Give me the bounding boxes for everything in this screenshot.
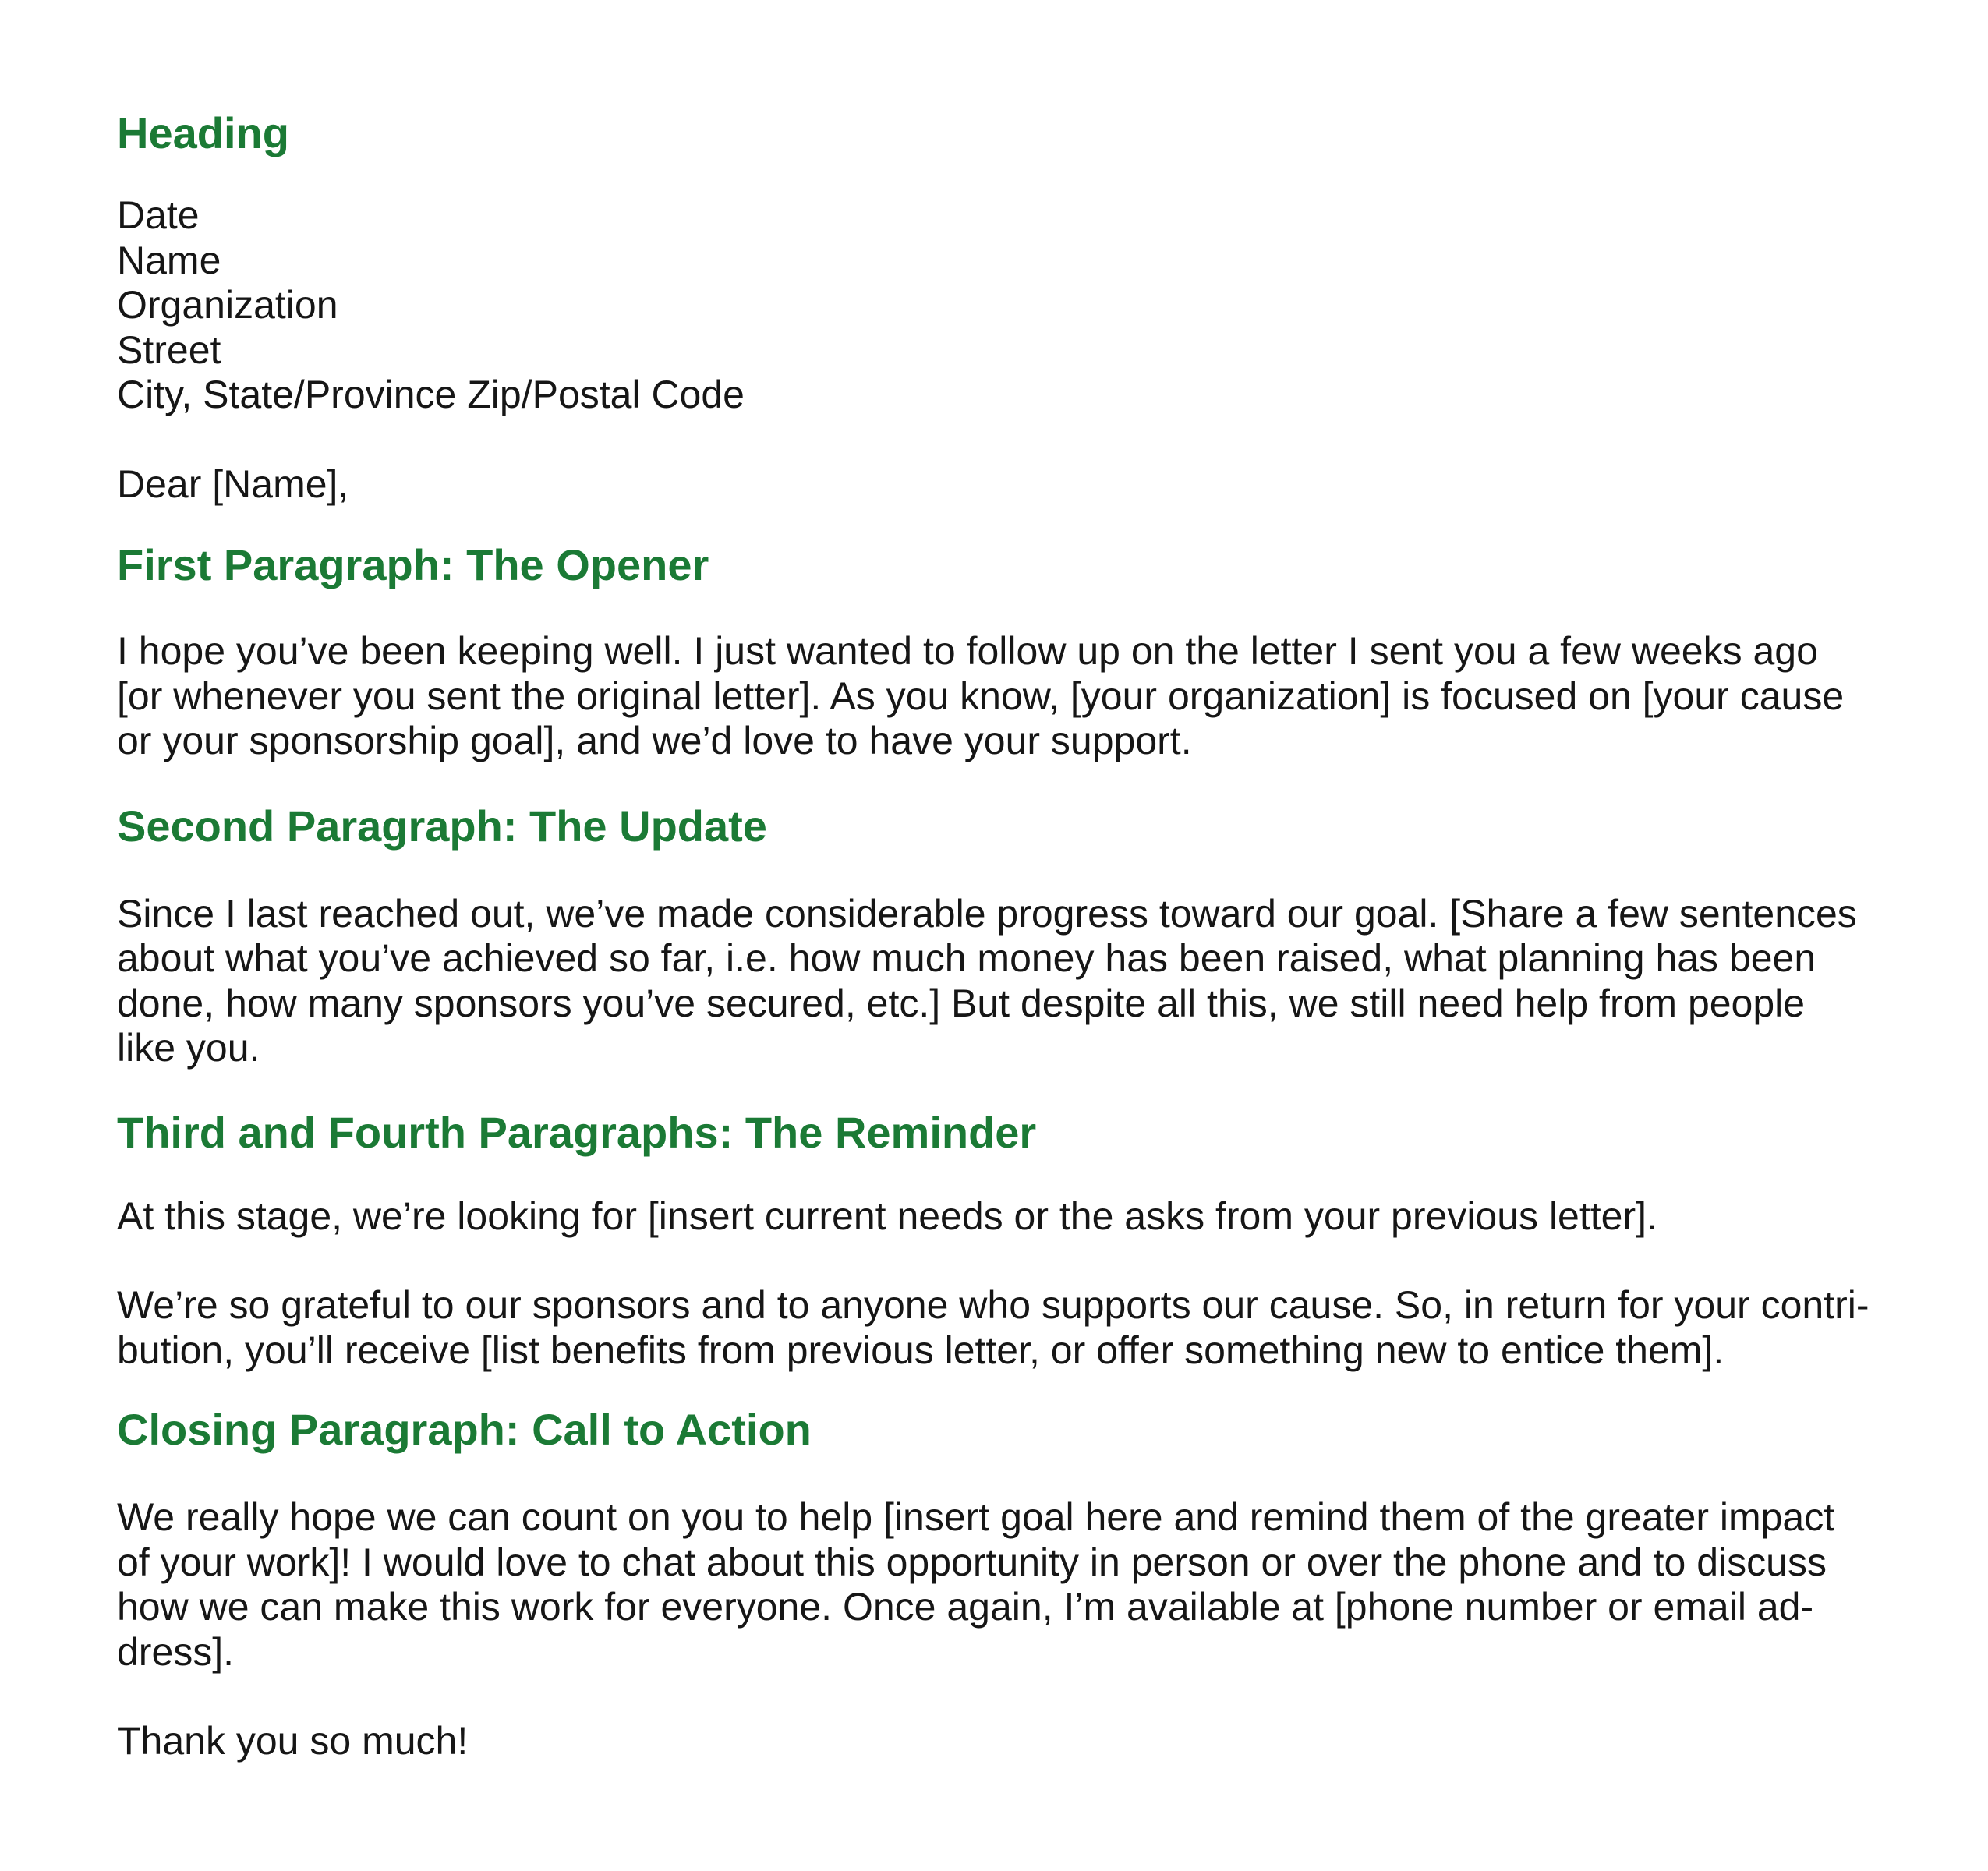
closing-line: Thank you so much! <box>117 1719 469 1763</box>
paragraph-reminder-1: At this stage, we’re looking for [insert current needs or the asks from your previous letter]. <box>117 1194 1657 1238</box>
section-heading-call-to-action: Closing Paragraph: Call to Action <box>117 1405 812 1454</box>
salutation: Dear [Name], <box>117 462 349 506</box>
section-heading-opener: First Paragraph: The Opener <box>117 540 709 589</box>
address-line-city: City, State/Province Zip/Postal Code <box>117 373 745 416</box>
address-line-date: Date <box>117 193 200 237</box>
section-heading-reminder: Third and Fourth Paragraphs: The Reminder <box>117 1107 1037 1157</box>
address-line-name: Name <box>117 238 221 282</box>
address-line-organization: Organization <box>117 283 338 327</box>
address-line-street: Street <box>117 327 221 372</box>
paragraph-reminder-2: We’re so grateful to our sponsors and to anyone who supports our cause. So, in return for your contri- bution, you’ll receive [list benefits from previous letter, or offer something new to entice them]. <box>117 1283 1869 1372</box>
section-heading-update: Second Paragraph: The Update <box>117 801 767 851</box>
paragraph-opener: I hope you’ve been keeping well. I just wanted to follow up on the letter I sent you a few weeks ago [or whenever you sent the original letter]. As you know, [your organization] is focused on [your cause or your sponsorship goal], and we’d love to have your support. <box>117 629 1845 762</box>
paragraph-update: Since I last reached out, we’ve made considerable progress toward our goal. [Share a few sentences about what you’ve achieved so far, i.e. how much money has been raised, what planning has been done, how many sponsors you’ve secured, etc.] But despite all this, we still need help from people like you. <box>117 891 1857 1070</box>
paragraph-call-to-action: We really hope we can count on you to help [insert goal here and remind them of the greater impact of your work]! I would love to chat about this opportunity in person or over the phone and to discuss how we can make this work for everyone. Once again, I’m available at [phone number or email ad- dress]. <box>117 1495 1835 1674</box>
address-block <box>117 193 1871 418</box>
page-title: Heading <box>117 108 289 157</box>
